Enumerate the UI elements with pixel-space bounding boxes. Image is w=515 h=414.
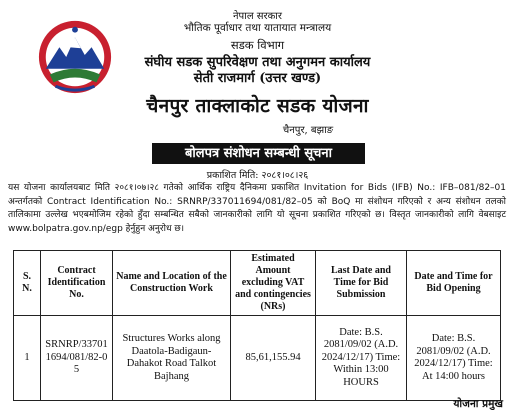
cell-opening: Date: B.S. 2081/09/02 (A.D. 2024/12/17) Time: At 14:00 hours bbox=[407, 316, 501, 401]
published-date: प्रकाशित मिति: २०८१।०८।२६ bbox=[206, 170, 309, 181]
table-header-row bbox=[14, 251, 501, 316]
project-location: चैनपुर, बझाङ bbox=[282, 125, 334, 136]
bid-table bbox=[13, 250, 501, 401]
notice-body: यस योजना कार्यालयबाट मिति २०८१।०७।२८ गतेको आर्थिक राष्ट्रिय दैनिकमा प्रकाशित Invitation for Bids (IFB) No.: IFB–081/82–01 अन्तर्गतको Contract Identification No.: SRNRP/337011694/081/82–05 को BoQ मा संशोधन गरिएको र अन्य संशोधन तलको तालिकामा उल्लेख भएबमोजिम रहेको हुँदा सम्बन्धित सबैको जानकारीको लागि यो सूचना प्रकाशित गरिएको छ। विस्तृत जानकारीको लागि वेबसाइट www.bolpatra.gov.np/egp हेर्नुहुन अनुरोध छ। bbox=[8, 183, 506, 234]
header-submission: Last Date and Time for Bid Submission bbox=[316, 251, 407, 316]
cell-contract-id: SRNRP/337011694/081/82-05 bbox=[41, 316, 113, 401]
signature-title: योजना प्रमुख bbox=[453, 398, 503, 410]
cell-work: Structures Works along Daatola-Badigaun-Dahakot Road Talkot Bajhang bbox=[113, 316, 231, 401]
header-sn: S. N. bbox=[14, 251, 41, 316]
cell-sn: 1 bbox=[14, 316, 41, 401]
notice-title-banner: बोलपत्र संशोधन सम्बन्धी सूचना bbox=[152, 143, 365, 164]
header-ministry: भौतिक पूर्वाधार तथा यातायात मन्त्रालय bbox=[183, 22, 332, 34]
header-opening: Date and Time for Bid Opening bbox=[407, 251, 501, 316]
cell-amount: 85,61,155.94 bbox=[231, 316, 316, 401]
cell-submission: Date: B.S. 2081/09/02 (A.D. 2024/12/17) Time: Within 13:00 HOURS bbox=[316, 316, 407, 401]
header-amount: Estimated Amount excluding VAT and contingencies (NRs) bbox=[231, 251, 316, 316]
header-work: Name and Location of the Construction Work bbox=[113, 251, 231, 316]
header-government: नेपाल सरकार bbox=[233, 11, 282, 22]
table-row bbox=[14, 316, 501, 401]
project-title: चैनपुर ताक्लाकोट सडक योजना bbox=[146, 95, 369, 117]
header-contract-id: Contract Identification No. bbox=[41, 251, 113, 316]
header-department: सडक विभाग bbox=[230, 38, 285, 52]
header-highway: सेती राजमार्ग (उत्तर खण्ड) bbox=[193, 71, 322, 86]
header-office: संघीय सडक सुपरिवेक्षण तथा अनुगमन कार्यालय bbox=[144, 55, 371, 70]
